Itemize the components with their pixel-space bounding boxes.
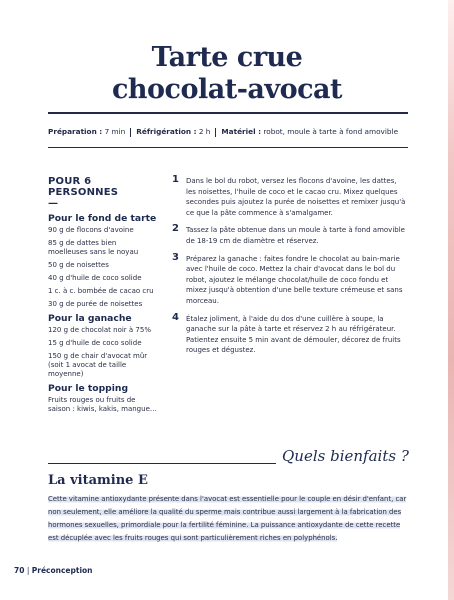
step-number: 4 xyxy=(172,311,179,323)
ingredient-item: 50 g de noisettes xyxy=(48,261,109,269)
prep-value: 7 min xyxy=(104,127,126,136)
step-1 xyxy=(172,176,408,218)
servings-heading: POUR 6 PERSONNES xyxy=(48,176,119,198)
step-number: 2 xyxy=(172,223,179,235)
ingredient-group-heading: Pour la ganache xyxy=(48,313,132,324)
heading-dash: — xyxy=(48,198,58,209)
recipe-meta xyxy=(48,127,408,137)
meta-separator xyxy=(130,128,131,137)
step-4 xyxy=(172,311,408,356)
vitamin-text: Cette vitamine antioxydante présente dans l'avocat est essentielle pour le couple en désir d'enfant, car non seulement, elle améliore la qualité du sperme mais contribue aussi largement à la fabrication des hormones sexuelles, primordiale pour la fertilité féminine. La puissance antioxydante de cette recette est décuplée avec les fruits rouges qui sont particulièrement riches en polyphénols. xyxy=(48,495,407,542)
title-line-2: chocolat-avocat xyxy=(111,74,343,105)
fridge-value: 2 h xyxy=(198,127,211,136)
ingredient-item: 90 g de flocons d'avoine xyxy=(48,226,134,234)
ingredient-item: 150 g de chair d'avocat mûr (soit 1 avocat de taille moyenne) xyxy=(48,352,148,378)
ingredients-column xyxy=(48,176,158,418)
step-3 xyxy=(172,251,408,307)
step-number: 1 xyxy=(172,174,179,185)
title-line-1: Tarte crue xyxy=(151,42,303,73)
step-number: 3 xyxy=(172,251,179,263)
step-text: Préparez la ganache : faites fondre le chocolat au bain-marie avec l'huile de coco. Mettez la chair d'avocat dans le bol du robot, ajoutez le mélange chocolat/huile de coco fondu et mixez jusqu'à obtention d'une belle texture crémeuse et sans morceau. xyxy=(186,254,403,305)
step-2 xyxy=(172,225,408,246)
section-name: Préconception xyxy=(31,566,93,575)
ingredient-item: Fruits rouges ou fruits de saison : kiwis, kakis, mangue… xyxy=(48,396,157,413)
step-text: Étalez joliment, à l'aide du dos d'une cuillère à soupe, la ganache sur la pâte à tarte et réservez 2 h au réfrigérateur. Patientez ensuite 5 min avant de démouler, décorez de fruits rouges et dégustez. xyxy=(186,314,401,355)
ingredient-item: 120 g de chocolat noir à 75% xyxy=(48,326,151,334)
vitamin-paragraph xyxy=(48,493,410,545)
ingredient-group-heading: Pour le topping xyxy=(48,383,129,394)
steps-column xyxy=(172,176,408,363)
material-value: robot, moule à tarte à fond amovible xyxy=(263,127,399,136)
step-text: Dans le bol du robot, versez les flocons d'avoine, les dattes, les noisettes, l'huile de coco et le cacao cru. Mixez quelques secondes puis ajoutez la purée de noisettes et remixer jusqu'à ce que la pâte commence à s'amalgamer. xyxy=(186,177,406,217)
bienfaits-rule xyxy=(48,463,276,464)
ingredient-item: 30 g de purée de noisettes xyxy=(48,300,143,308)
bienfaits-heading: Quels bienfaits ? xyxy=(282,447,409,465)
footer-separator: | xyxy=(26,566,32,575)
prep-label: Préparation : xyxy=(48,127,103,136)
material-label: Matériel : xyxy=(221,127,262,136)
fridge-label: Réfrigération : xyxy=(136,127,197,136)
ingredient-item: 40 g d'huile de coco solide xyxy=(48,274,142,282)
meta-rule xyxy=(48,147,408,148)
ingredient-item: 85 g de dattes bien moelleuses sans le noyau xyxy=(48,239,139,256)
page-number: 70 xyxy=(14,566,25,575)
meta-separator xyxy=(215,128,216,137)
ingredient-item: 1 c. à c. bombée de cacao cru xyxy=(48,287,154,295)
vitamin-heading: La vitamine E xyxy=(48,473,148,488)
ingredient-group-heading: Pour le fond de tarte xyxy=(48,213,157,224)
ingredient-item: 15 g d'huile de coco solide xyxy=(48,339,142,347)
title-rule xyxy=(48,112,408,114)
step-text: Tassez la pâte obtenue dans un moule à tarte à fond amovible de 18-19 cm de diamètre et réservez. xyxy=(186,226,405,245)
recipe-title xyxy=(0,42,454,106)
page-footer xyxy=(14,566,93,575)
